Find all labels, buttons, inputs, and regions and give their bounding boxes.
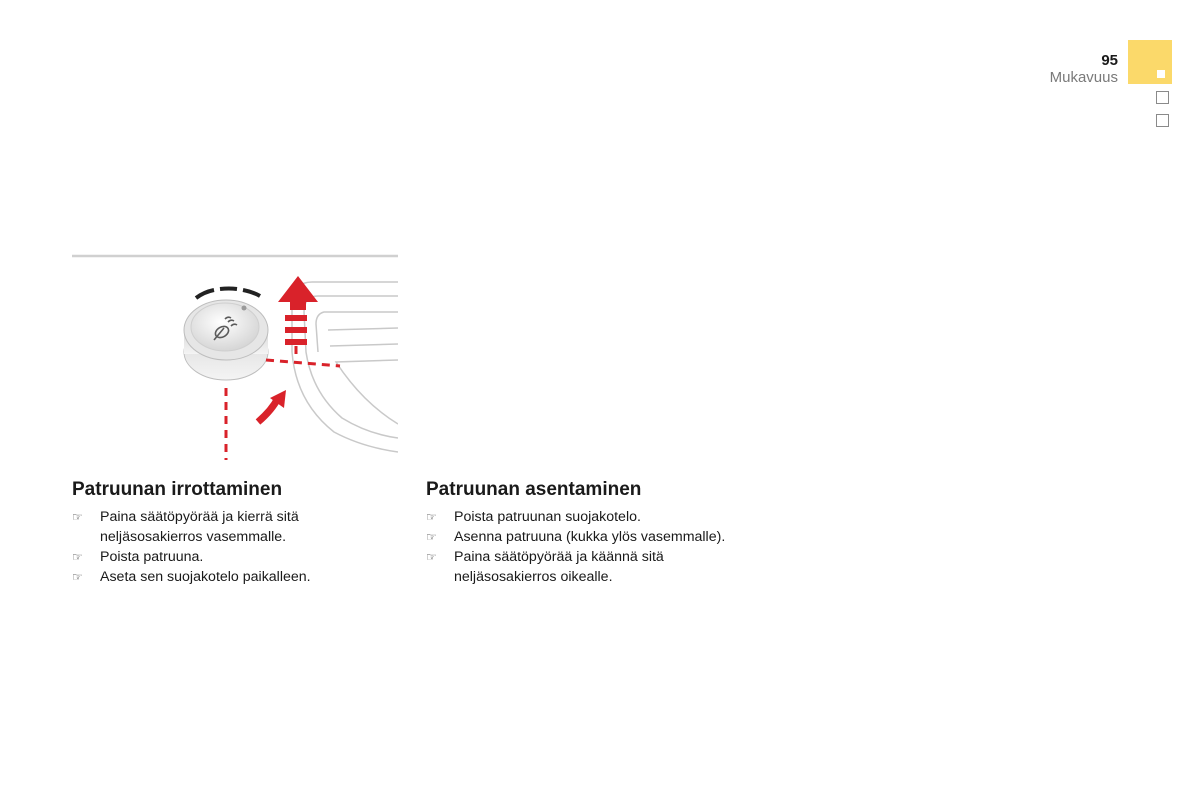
section-heading-installation: Patruunan asentaminen (426, 479, 642, 500)
cartridge-illustration (72, 252, 398, 462)
pointing-hand-icon: ☞ (72, 510, 83, 524)
step-text: Poista patruuna. (100, 549, 204, 565)
pointing-hand-icon: ☞ (426, 530, 437, 544)
section-heading-removal: Patruunan irrottaminen (72, 479, 283, 500)
list-item (72, 567, 372, 587)
step-text: Paina säätöpyörää ja kierrä sitä neljäsosakierros vasemmalle. (100, 509, 299, 545)
step-text: Aseta sen suojakotelo paikalleen. (100, 569, 311, 585)
chapter-tab-active (1128, 40, 1172, 84)
rotation-scale-icon (196, 289, 260, 299)
chapter-tab-square (1156, 91, 1169, 104)
pointing-hand-icon: ☞ (72, 570, 83, 584)
step-text: Poista patruunan suojakotelo. (454, 509, 641, 525)
chapter-title: Mukavuus (1049, 69, 1118, 86)
push-up-arrow-icon (278, 276, 318, 345)
removal-steps-list (72, 507, 372, 587)
air-vent-outline (292, 282, 398, 452)
chapter-tab-square (1156, 114, 1169, 127)
rotate-arrow-icon (258, 390, 286, 422)
pointing-hand-icon: ☞ (426, 510, 437, 524)
list-item (426, 507, 766, 527)
page-number: 95 (1101, 52, 1118, 69)
pointing-hand-icon: ☞ (426, 550, 437, 564)
chapter-tab-marker-icon (1157, 70, 1165, 78)
pointing-hand-icon: ☞ (72, 550, 83, 564)
list-item (72, 507, 372, 547)
list-item (426, 527, 766, 547)
step-text: Asenna patruuna (kukka ylös vasemmalle). (454, 529, 726, 545)
list-item (72, 547, 372, 567)
installation-steps-list (426, 507, 766, 587)
list-item (426, 547, 766, 587)
adjustment-knob (184, 300, 268, 380)
step-text: Paina säätöpyörää ja käännä sitä neljäsosakierros oikealle. (454, 549, 664, 585)
